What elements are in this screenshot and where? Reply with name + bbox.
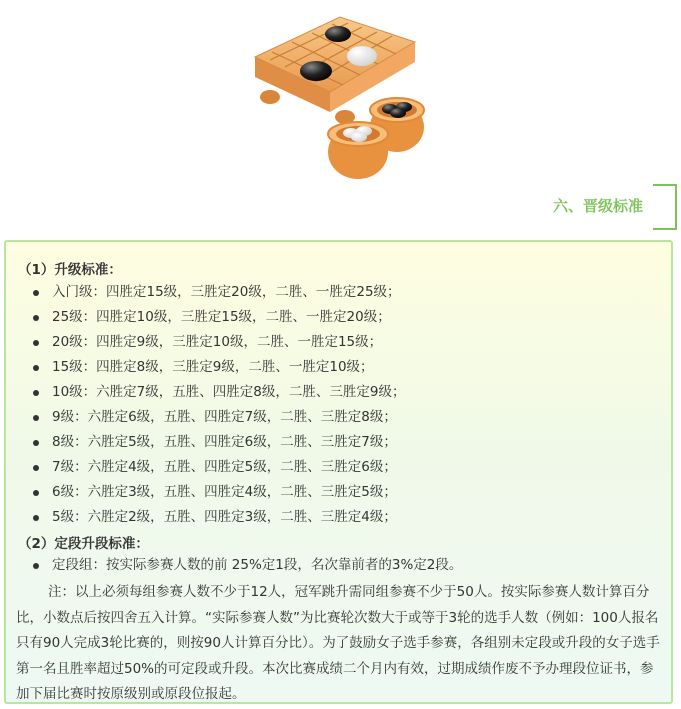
- list-item: 8级：六胜定5级，五胜、四胜定6级，二胜、三胜定7级；: [0, 430, 405, 455]
- upgrade-heading: （1）升级标准：: [18, 262, 122, 278]
- title-bracket: [653, 184, 677, 230]
- list-item: 15级：四胜定8级，三胜定9级，二胜、一胜定10级；: [0, 355, 405, 380]
- list-item: 25级：四胜定10级，三胜定15级，二胜、一胜定20级；: [0, 305, 405, 330]
- upgrade-list: [0, 280, 405, 530]
- list-item: 定段组：按实际参赛人数的前 25%定1段，名次靠前者的3%定2段。: [0, 553, 462, 578]
- section-title: 六、晋级标准: [552, 197, 643, 215]
- list-item: 7级：六胜定4级，五胜、四胜定5级，二胜、三胜定6级；: [0, 455, 405, 480]
- note-paragraph: 注：以上必须每组参赛人数不少于12人，冠军跳升需同组参赛不少于50人。按实际参赛人数计算百分比，小数点后按四舍五入计算。“实际参赛人数”为比赛轮次数大于或等于3轮的选手人数（例如：100人报名只有90人完成3轮比赛的，则按90人计算百分比）。为了鼓励女子选手参赛，各组别未定段或升段的女子选手第一名且胜率超过50%的可定段或升段。本次比赛成绩二个月内有效，过期成绩作废不予办理段位证书，参加下届比赛时按原级别或原段位报起。: [16, 584, 660, 702]
- list-item: 10级：六胜定7级，五胜、四胜定8级，二胜、三胜定9级；: [0, 380, 405, 405]
- dan-heading: （2）定段升段标准：: [18, 536, 149, 552]
- list-item: 入门级：四胜定15级，三胜定20级，二胜、一胜定25级；: [0, 280, 405, 305]
- list-item: 9级：六胜定6级，五胜、四胜定7级，二胜、三胜定8级；: [0, 405, 405, 430]
- list-item: 5级：六胜定2级，五胜、四胜定3级，二胜、三胜定4级；: [0, 505, 405, 530]
- list-item: 6级：六胜定3级，五胜、四胜定4级，二胜、三胜定5级；: [0, 480, 405, 505]
- go-stone-bowl-icon: [328, 122, 388, 179]
- list-item: 20级：四胜定9级，三胜定10级，二胜、一胜定15级；: [0, 330, 405, 355]
- go-board-icon: [250, 12, 440, 182]
